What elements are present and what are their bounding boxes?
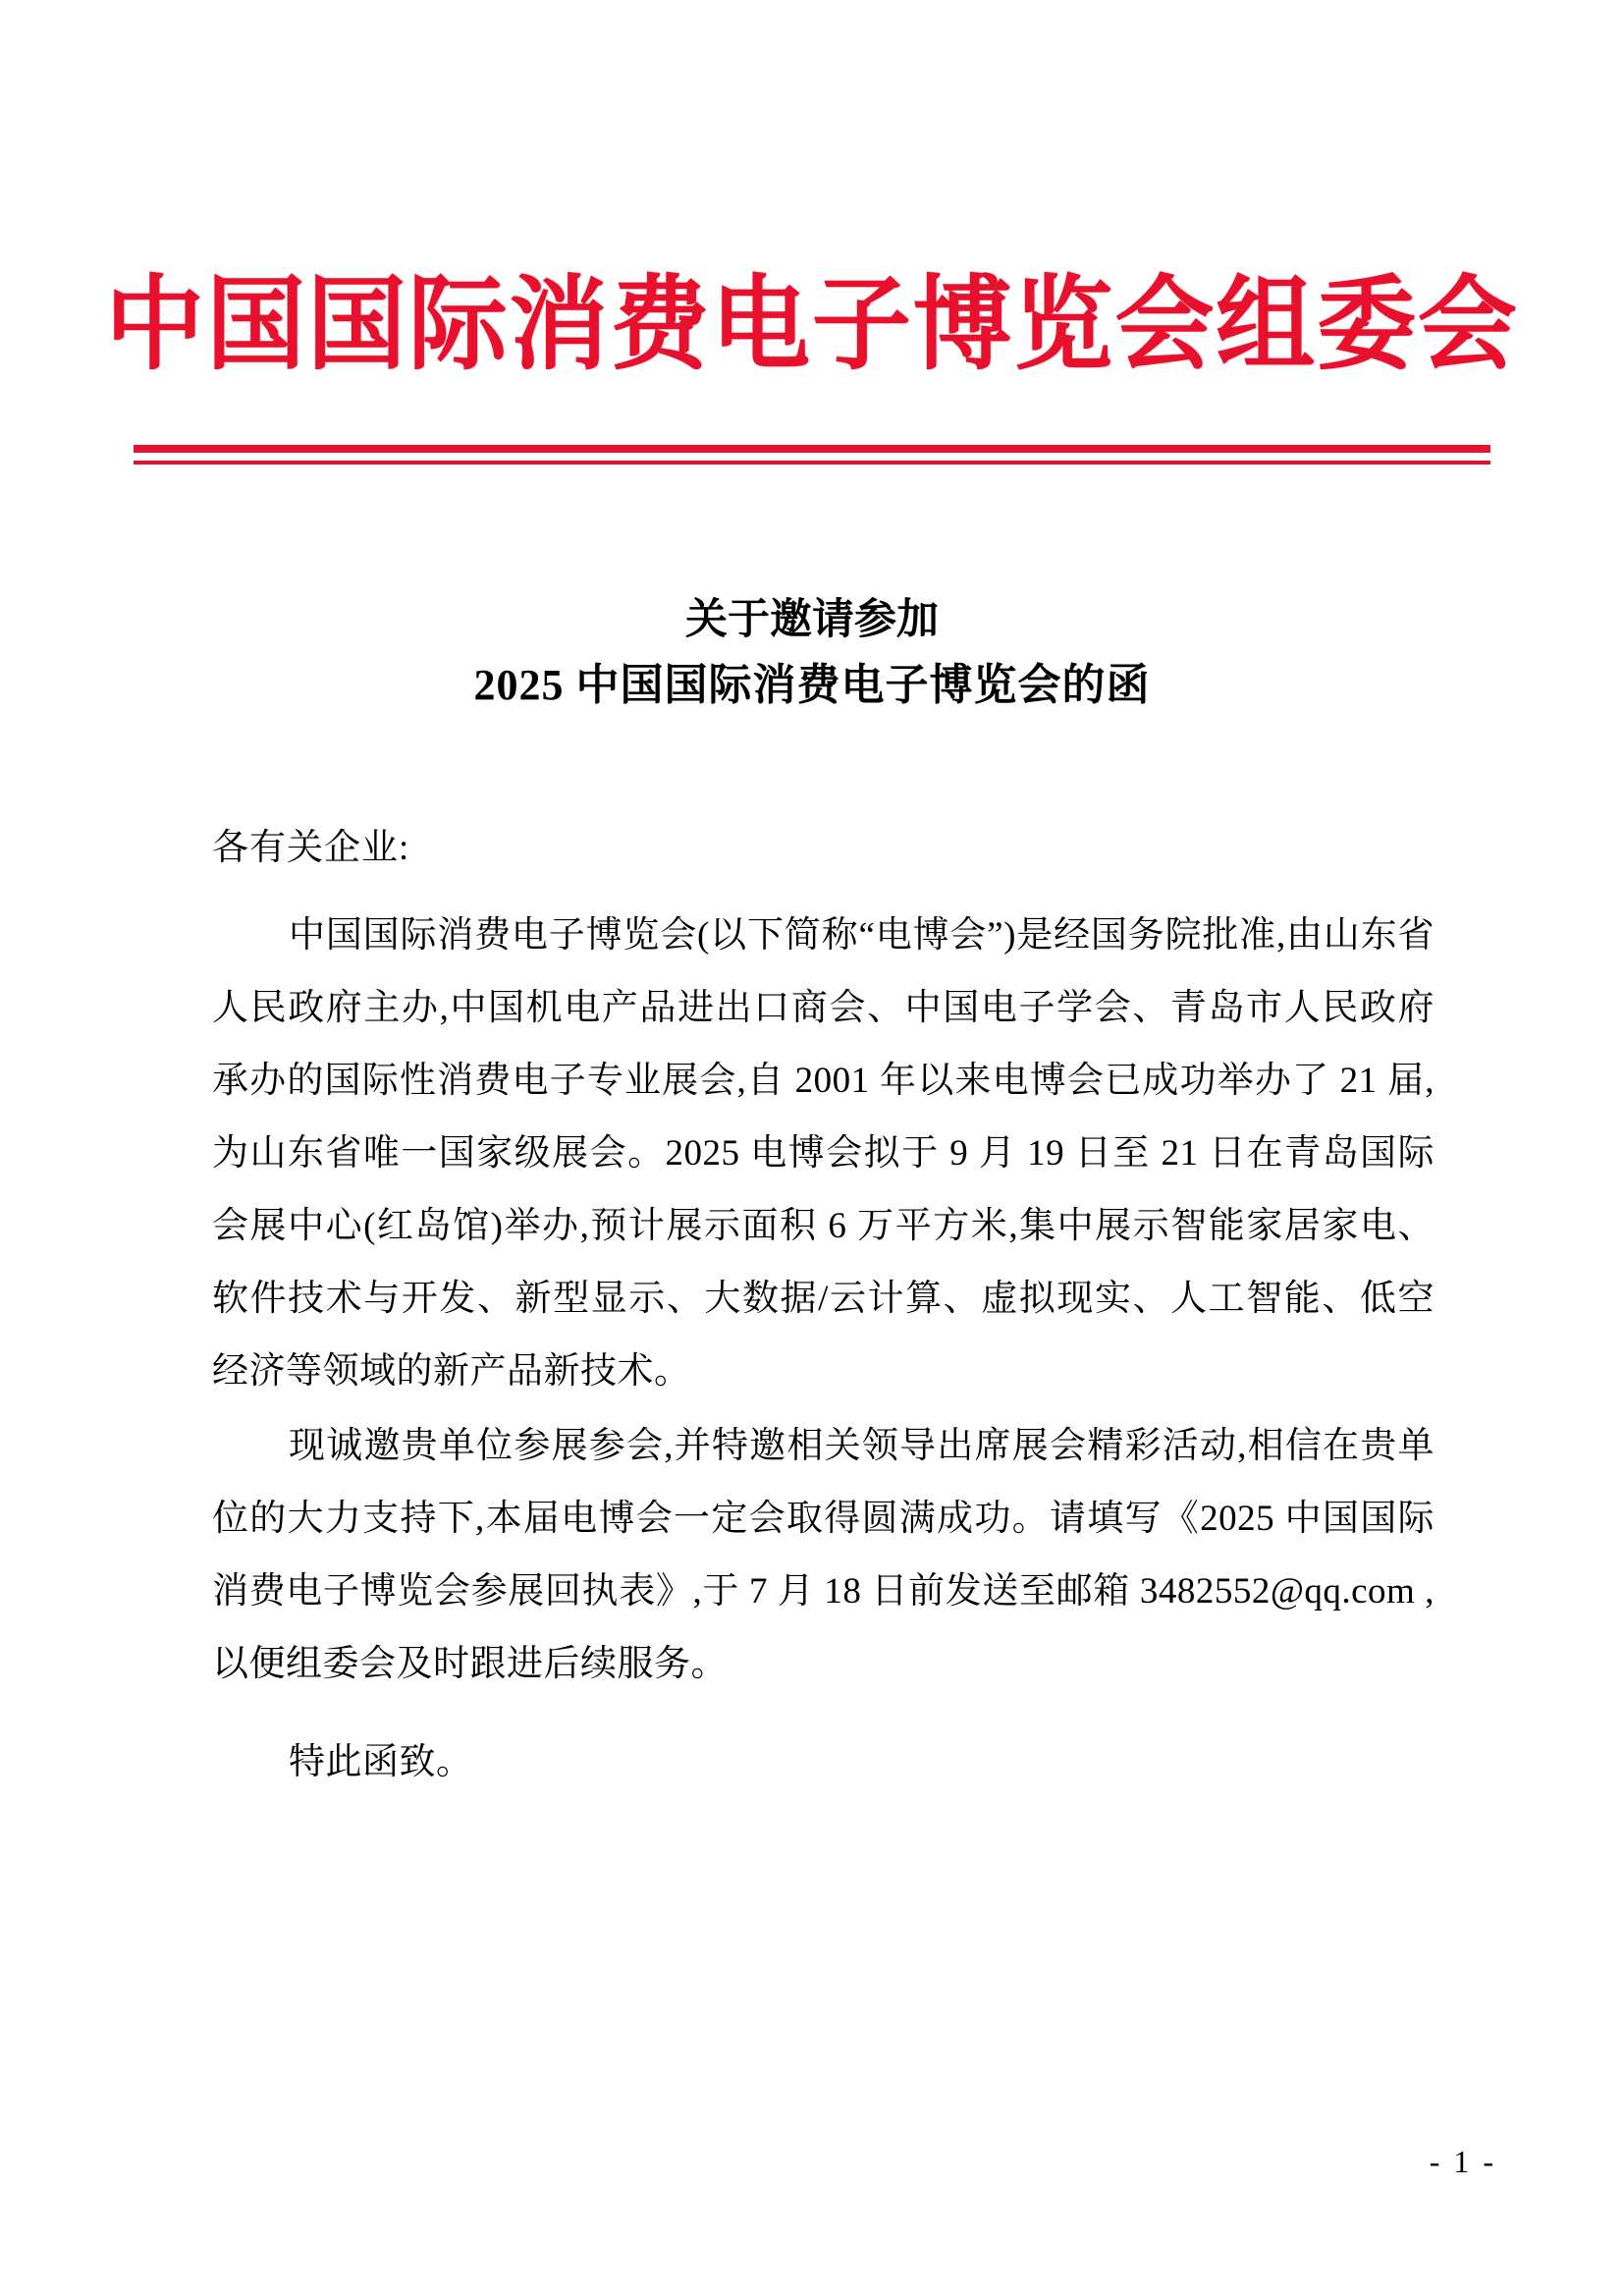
page-number-value: - 1 - — [1429, 2144, 1496, 2179]
body-paragraph-2: 现诚邀贵单位参展参会,并特邀相关领导出席展会精彩活动,相信在贵单位的大力支持下,本届电博会一定会取得圆满成功。请填写《2025 中国国际消费电子博览会参展回执表》,于 7 月 18 日前发送至邮箱 3482552@qq.com ,以便组委会及时跟进后续服务。 — [212, 1426, 1435, 1684]
body-paragraph-3: 特此函致。 — [289, 1742, 473, 1782]
document-title-line-2: 2025 中国国际消费电子博览会的函 — [473, 660, 1151, 709]
salutation: 各有关企业: — [212, 828, 410, 868]
document-body — [212, 830, 1435, 1801]
letterhead — [0, 264, 1624, 384]
body-paragraph-1: 中国国际消费电子博览会(以下简称“电博会”)是经国务院批准,由山东省人民政府主办,中国机电产品进出口商会、中国电子学会、青岛市人民政府承办的国际性消费电子专业展会,自 2001 年以来电博会已成功举办了 21 届,为山东省唯一国家级展会。2025 电博会拟于 9 月 19 日至 21 日在青岛国际会展中心(红岛馆)举办,预计展示面积 6 万平方米,集中展示智能家居家电、软件技术与开发、新型显示、大数据/云计算、虚拟现实、人工智能、低空经济等领域的新产品新技术。 — [212, 915, 1435, 1392]
letterhead-rule-thin — [134, 461, 1490, 465]
document-title — [0, 589, 1624, 718]
letterhead-rule-thick — [134, 445, 1490, 453]
letterhead-organization-title: 中国国际消费电子博览会组委会 — [105, 264, 1519, 384]
page-number — [0, 2144, 1624, 2180]
document-title-line-1: 关于邀请参加 — [685, 597, 939, 643]
